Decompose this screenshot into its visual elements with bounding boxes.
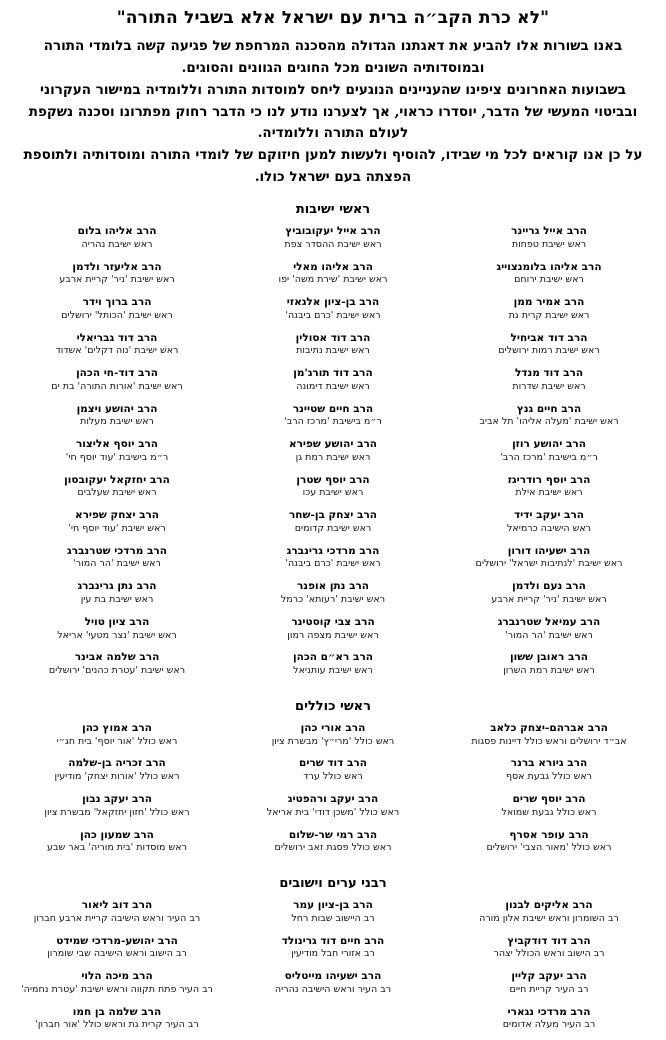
- signatory-role: רב העיר קרית גת וראש כולל 'אור חברון': [35, 1019, 199, 1031]
- signatory-entry: [446, 898, 652, 925]
- signatory-entry: [446, 650, 652, 677]
- signatory-column: [14, 721, 220, 863]
- signatory-entry: [14, 1005, 220, 1032]
- signatory-name: הרב חיים שטיינר: [292, 402, 374, 415]
- signatory-name: הרב יוסף אליצור: [75, 438, 159, 451]
- signatory-entry: [230, 260, 436, 287]
- signatory-role: ראש כולל גבעת שמואל: [501, 806, 597, 818]
- signatory-role: ראש כולל 'אור יוסף' בית חג״י: [56, 735, 178, 747]
- signatory-role: ראש ישיבת 'ניר' קריית ארבע: [491, 594, 607, 606]
- section-heading: ראשי כוללים: [295, 698, 371, 714]
- signatory-role: ראש ישיבת עכו: [302, 487, 364, 499]
- section-rashei-yeshivot: [14, 202, 652, 686]
- section-columns: [14, 721, 652, 863]
- signatory-entry: [230, 366, 436, 393]
- signatory-entry: [446, 366, 652, 393]
- signatory-name: הרב יוסף רודריגז: [507, 473, 591, 486]
- signatory-role: ראש ישיבת רמת השרון: [503, 665, 595, 677]
- signatory-name: הרב חיים גנץ: [516, 402, 582, 415]
- signatory-role: ראש ישיבת 'הר המור': [505, 629, 593, 641]
- signatory-entry: [230, 331, 436, 358]
- signatory-entry: [230, 402, 436, 429]
- signatory-role: רב הישוב וראש הישיבה שבי שומרון: [47, 948, 187, 960]
- section-heading: רבני ערים וישובים: [279, 876, 387, 892]
- signatory-name: הרב בן-ציון עמר: [293, 899, 373, 912]
- signatory-name: הרב אורי כהן: [300, 721, 366, 734]
- signatory-entry: [14, 934, 220, 961]
- signatory-entry: [230, 579, 436, 606]
- signatory-name: הרב אייל יעקובוביץ: [285, 225, 381, 238]
- section-rashei-kollelim: [14, 699, 652, 863]
- signatory-entry: [14, 650, 220, 677]
- signatory-name: הרב דוד דודקביץ: [507, 934, 591, 947]
- signatory-role: ראש ישיבת רמות ירושלים: [498, 345, 600, 357]
- signatory-name: הרב מרדכי נגארי: [507, 1005, 591, 1018]
- signatory-name: הרב רא״ם הכהן: [293, 651, 373, 664]
- signatory-entry: [14, 473, 220, 500]
- signatory-column: [230, 898, 436, 1005]
- signatory-name: הרב רמי שר-שלום: [288, 828, 378, 841]
- signatory-name: הרב עמיאל שטרנברג: [497, 615, 601, 628]
- signatory-name: הרב שלמה בן חמו: [72, 1005, 162, 1018]
- signatory-column: [446, 721, 652, 863]
- signatory-name: הרב שמעון כהן: [80, 828, 154, 841]
- signatory-entry: [14, 544, 220, 571]
- signatory-name: הרב אברהם-יצחק כלאב: [490, 721, 608, 734]
- signatory-role: ראש ישיבת 'שירת משה' יפו: [278, 274, 388, 286]
- signatory-role: ראש ישיבת רמת גן: [295, 451, 371, 463]
- signatory-role: רב השומרון וראש ישיבת אלון מורה: [479, 912, 619, 924]
- signatory-entry: [230, 544, 436, 571]
- section-columns: [14, 898, 652, 1040]
- signatory-role: ראש מוסדות 'בית מוריה' באר שבע: [47, 842, 187, 854]
- signatory-name: הרב יעקב ידיד: [514, 509, 584, 522]
- signatory-name: הרב ישעיהו דורון: [507, 544, 591, 557]
- signatory-name: הרב דוד שרים: [299, 757, 367, 770]
- signatory-role: ראש ישיבת אילת: [515, 487, 583, 499]
- signatory-column: [446, 224, 652, 686]
- signatory-entry: [14, 792, 220, 819]
- signatory-entry: [14, 402, 220, 429]
- signatory-role: ר״מ בישיבת 'מרכז הרב': [500, 451, 598, 463]
- signatory-role: ראש הישיבה כרמיאל: [506, 522, 592, 534]
- section-rabbanei-arim: [14, 876, 652, 1040]
- signatory-entry: [446, 828, 652, 855]
- signatory-entry: [230, 756, 436, 783]
- signatory-role: ראש ישיבת 'לנתיבות ישראל' ירושלים: [475, 558, 623, 570]
- signatory-entry: [230, 650, 436, 677]
- signatory-entry: [230, 721, 436, 748]
- signatory-role: ראש ישיבת טפחות: [511, 238, 587, 250]
- signatory-name: הרב זכריה בן-שלמה: [68, 757, 166, 770]
- signatory-entry: [14, 437, 220, 464]
- signatory-entry: [446, 295, 652, 322]
- signatory-entry: [14, 969, 220, 996]
- signatory-sections: [14, 202, 652, 1040]
- signatory-role: ראש כולל פסגת זאב ירושלים: [274, 842, 392, 854]
- signatory-name: הרב יעקב ורהפטיג: [287, 792, 379, 805]
- signatory-name: הרב עופר אסרף: [509, 828, 589, 841]
- page-title: "לא כרת הקב״ה ברית עם ישראל אלא בשביל התורה": [116, 8, 550, 28]
- signatory-name: הרב חיים דוד גרינולד: [281, 934, 385, 947]
- signatory-entry: [446, 473, 652, 500]
- signatory-name: הרב אליהו מאלי: [293, 260, 373, 273]
- signatory-entry: [230, 934, 436, 961]
- signatory-role: ראש ישיבת נהריה: [81, 238, 153, 250]
- signatory-entry: [230, 615, 436, 642]
- signatory-role: רב העיר וראש הישיבה נהריה: [274, 983, 392, 995]
- signatory-entry: [230, 224, 436, 251]
- signatory-name: הרב יעקב נבון: [82, 792, 152, 805]
- signatory-name: הרב נתן גרינברג: [77, 580, 157, 593]
- signatory-role: ראש ישיבת 'אורות התורה' בת ים: [51, 380, 183, 392]
- signatory-name: הרב יחזקאל יעקובסון: [64, 473, 170, 486]
- signatory-name: הרב מיכה הלוי: [81, 970, 153, 983]
- signatory-entry: [446, 721, 652, 748]
- signatory-name: הרב צבי קוסטינר: [291, 615, 375, 628]
- signatory-name: הרב דוד גבריאלי: [76, 331, 158, 344]
- signatory-name: הרב אייל גריינר: [511, 225, 587, 238]
- signatory-role: ראש ישיבת 'עטרת כהנים' ירושלים: [48, 665, 186, 677]
- signatory-name: הרב מרדכי שטרנברג: [67, 544, 167, 557]
- signatory-name: הרב יוסף שרים: [512, 792, 586, 805]
- signatory-entry: [230, 473, 436, 500]
- signatory-name: הרב נתן אופנר: [296, 580, 370, 593]
- signatory-role: רב העיר מעלה אדומים: [502, 1019, 596, 1031]
- signatory-role: ראש ישיבת 'כרם ביבנה': [285, 309, 381, 321]
- signatory-role: ראש כולל ערד: [303, 771, 363, 783]
- signatory-entry: [446, 579, 652, 606]
- signatory-entry: [14, 615, 220, 642]
- signatory-entry: [446, 224, 652, 251]
- signatory-role: ראש ישיבת 'ניר' קריית ארבע: [59, 274, 175, 286]
- signatory-name: הרב יהושע שפירא: [288, 438, 378, 451]
- signatory-entry: [14, 898, 220, 925]
- signatory-entry: [14, 508, 220, 535]
- signatory-name: הרב יצחק שפירא: [74, 509, 160, 522]
- signatory-role: ראש ישיבת 'הכותל' ירושלים: [61, 309, 173, 321]
- signatory-entry: [230, 295, 436, 322]
- signatory-name: הרב שלמה אבינר: [74, 651, 160, 664]
- signatory-entry: [14, 579, 220, 606]
- signatory-name: הרב אליהו בלום: [77, 225, 157, 238]
- signatory-role: ראש כולל גבעת אסף: [505, 771, 593, 783]
- signatory-entry: [446, 544, 652, 571]
- signatory-entry: [230, 792, 436, 819]
- signatory-entry: [446, 792, 652, 819]
- signatory-role: ראש ישיבת שעלבים: [77, 487, 157, 499]
- signatory-role: ראש ישיבת בת עין: [80, 594, 154, 606]
- signatory-column: [14, 898, 220, 1040]
- signatory-name: הרב גיורא ברנר: [510, 757, 588, 770]
- signatory-column: [230, 721, 436, 863]
- signatory-entry: [446, 615, 652, 642]
- signatory-entry: [446, 508, 652, 535]
- signatory-name: הרב יהושע ויצמן: [76, 402, 158, 415]
- signatory-entry: [230, 437, 436, 464]
- signatory-role: ראש ישיבת קרית גת: [508, 309, 590, 321]
- signatory-role: ראש ישיבת 'נצר מטעי' אריאל: [57, 629, 177, 641]
- signatory-entry: [14, 224, 220, 251]
- signatory-entry: [14, 756, 220, 783]
- intro-paragraph: בשבועות האחרונים ציפינו שהעניינים הנוגעים ליחס למוסדות התורה וללומדיה במישור העקרוני ובביטוי המעשי של הדבר, יוסדרו כראוי, אך לצערנו נודע לנו כי הדבר רחוק מפתרונו וסכנה נשקפת לעולם התורה וללומדיה.: [28, 81, 638, 142]
- signatory-entry: [446, 437, 652, 464]
- signatory-entry: [14, 260, 220, 287]
- signatory-role: ראש ישיבת עותניאל: [293, 665, 373, 677]
- signatory-role: ראש כולל 'מאור הצבי' ירושלים: [486, 842, 612, 854]
- signatory-name: הרב יעקב קליין: [511, 970, 587, 983]
- signatory-role: ראש ישיבת מצפה רמון: [287, 629, 379, 641]
- signatory-role: ר״מ בישיבת 'מרכז הרב': [284, 416, 382, 428]
- signatory-entry: [446, 969, 652, 996]
- section-heading: ראשי ישיבות: [295, 202, 371, 218]
- signatory-entry: [446, 934, 652, 961]
- signatory-role: רב העיר וראש הישיבה קריית ארבע חברון: [33, 912, 201, 924]
- signatory-entry: [14, 331, 220, 358]
- signatory-role: ראש ישיבת ירוחם: [514, 274, 584, 286]
- signatory-column: [14, 224, 220, 686]
- signatory-role: ראש כולל 'חזון יחזקאל' מבשרת ציון: [44, 806, 190, 818]
- signatory-role: אב״ד ירושלים וראש כולל דיינות פסגות: [471, 735, 627, 747]
- signatory-role: ראש ישיבת נתיבות: [296, 345, 370, 357]
- signatory-entry: [446, 260, 652, 287]
- signatory-role: ראש ישיבת קדומים: [294, 522, 372, 534]
- signatory-role: ראש ישיבת מעלות: [80, 416, 154, 428]
- signatory-role: רב אזורי חבל מודיעין: [291, 948, 375, 960]
- signatory-entry: [14, 366, 220, 393]
- signatory-role: ראש כולל 'מרי״ץ' מבשרת ציון: [271, 735, 395, 747]
- signatory-name: הרב אליעזר ולדמן: [72, 260, 162, 273]
- signatory-role: ראש ישיבת 'מעלה אליהו' תל אביב: [479, 416, 619, 428]
- signatory-name: הרב ראובן ששון: [510, 651, 588, 664]
- signatory-role: רב העיר קריית חיים: [509, 983, 589, 995]
- signatory-entry: [446, 1005, 652, 1032]
- signatory-role: ראש ישיבת שדרות: [512, 380, 586, 392]
- intro-paragraphs: [14, 36, 652, 189]
- signatory-role: ראש ישיבת דימונה: [296, 380, 370, 392]
- signatory-name: הרב בן-ציון אלגאזי: [286, 296, 380, 309]
- signatory-role: רב העיר פתח תקווה וראש ישיבת 'עטרת נחמיה': [21, 983, 213, 995]
- signatory-column: [230, 224, 436, 686]
- signatory-name: הרב יוסף שטרן: [296, 473, 370, 486]
- signatory-entry: [446, 402, 652, 429]
- signatory-role: ראש ישיבת 'הר המור': [73, 558, 161, 570]
- signatory-column: [446, 898, 652, 1040]
- signatory-entry: [446, 331, 652, 358]
- signatory-name: הרב דוב ליאור: [81, 899, 153, 912]
- signatory-role: ר״מ בישיבת 'עוד יוסף חי': [65, 451, 169, 463]
- signatory-name: הרב ציון טויל: [84, 615, 150, 628]
- signatory-name: הרב נעם ולדמן: [512, 580, 586, 593]
- section-columns: [14, 224, 652, 686]
- signatory-entry: [230, 828, 436, 855]
- signatory-name: הרב ישעיהו מייטליס: [284, 970, 382, 983]
- intro-paragraph: על כן אנו קוראים לכל מי שבידו, להוסיף ולעשות למען חיזוקם של לומדי התורה ומוסדותיה ולתוספת הפצתה בעם ישראל כולו.: [23, 147, 643, 186]
- signatory-role: ראש ישיבת 'עוד יוסף חי': [68, 522, 166, 534]
- intro-paragraph: באנו בשורות אלו להביע את דאגתנו הגדולה מהסכנה המרחפת של פגיעה קשה בלומדי התורה ובמוסדותיה השונים מכל החוגים הגוונים והסוגים.: [43, 38, 623, 76]
- signatory-name: הרב דוד אסולין: [295, 331, 371, 344]
- signatory-name: הרב אליקים לבנון: [505, 899, 593, 912]
- signatory-role: ראש כולל 'משכן דודי' בית אריאל: [266, 806, 400, 818]
- signatory-entry: [230, 508, 436, 535]
- signatory-entry: [230, 969, 436, 996]
- signatory-name: הרב דוד תורג'מן: [293, 367, 373, 380]
- signatory-name: הרב אמיר ממן: [513, 296, 585, 309]
- signatory-entry: [14, 828, 220, 855]
- signatory-entry: [446, 756, 652, 783]
- signatory-name: הרב ברוך וידר: [82, 296, 152, 309]
- signatory-name: הרב יהושע רוזן: [512, 438, 586, 451]
- signatory-entry: [14, 721, 220, 748]
- signatory-role: רב הישוב וראש הכולל יצהר: [493, 948, 605, 960]
- signatory-name: הרב דוד-חי הכהן: [76, 367, 158, 380]
- signatory-name: הרב דוד מנדל: [514, 367, 584, 380]
- signatory-role: ראש ישיבת 'נוה דקלים' אשדוד: [55, 345, 179, 357]
- signatory-role: ראש כולל 'אורות יצחק' מודיעין: [54, 771, 180, 783]
- signatory-role: ראש ישיבת ההסדר צפת: [284, 238, 382, 250]
- signatory-name: הרב יהושע-מרדכי שמידט: [56, 934, 178, 947]
- signatory-name: הרב דוד אביחיל: [510, 331, 588, 344]
- signatory-role: ראש ישיבת 'רעותא' כרמל: [280, 594, 386, 606]
- signatory-name: הרב אמוץ כהן: [82, 721, 152, 734]
- signatory-role: ראש ישיבת 'כרם ביבנה': [285, 558, 381, 570]
- signatory-name: הרב אליהו בלומנצוייג: [496, 260, 602, 273]
- signatory-role: רב היישוב שבות רחל: [291, 912, 375, 924]
- signatory-entry: [14, 295, 220, 322]
- signatory-name: הרב יצחק בן-שחר: [288, 509, 377, 522]
- signatory-name: הרב מרדכי גרינברג: [286, 544, 380, 557]
- signatory-entry: [230, 898, 436, 925]
